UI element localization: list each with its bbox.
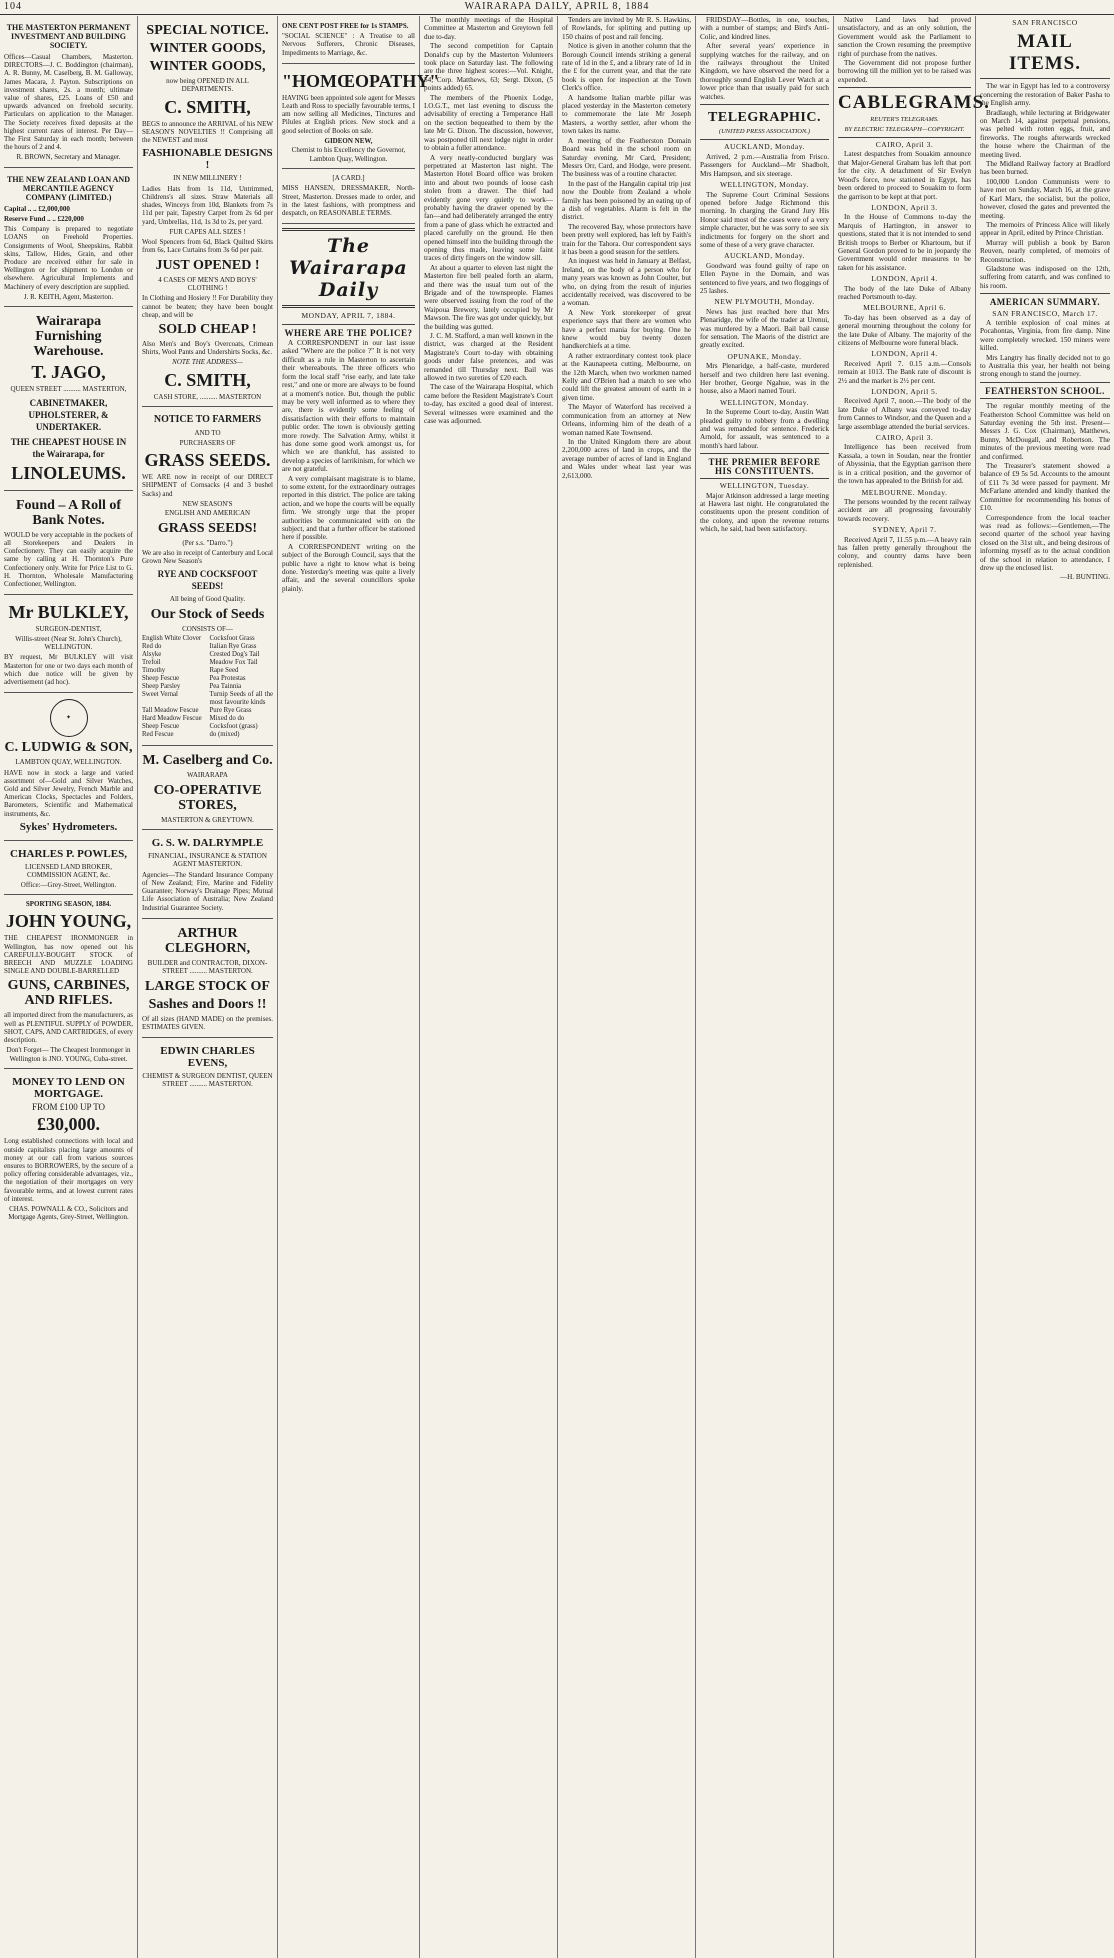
telegraphic-sub: (UNITED PRESS ASSOCIATION.) bbox=[718, 128, 811, 136]
cablegrams-title: CABLEGRAMS. bbox=[838, 92, 990, 114]
news-paragraph: Goodward was found guilty of rape on Ellen Payne in the Domain, and was sentenced to five years, and two floggings of 25 lashes. bbox=[700, 261, 829, 295]
seed-item: Mixed do do bbox=[209, 715, 245, 723]
news-paragraph: A handsome Italian marble pillar was placed yesterday in the Masterton cemetery to commemorate the late Mr Joseph Masters, a worthy settler, after whom the town takes its name. bbox=[562, 93, 691, 136]
powles-office: Office:—Grey-Street, Wellington. bbox=[20, 880, 117, 889]
dalrymple-name: G. S. W. DALRYMPLE bbox=[151, 836, 264, 849]
news-paragraph: The monthly meetings of the Hospital Committee at Masterton and Greytown fell due to-day. bbox=[424, 16, 553, 41]
premier-title: THE PREMIER BEFORE HIS CONSTITUENTS. bbox=[708, 457, 821, 476]
telegraphic-title: TELEGRAPHIC. bbox=[708, 110, 821, 126]
guns: GUNS, CARBINES, AND RIFLES. bbox=[7, 978, 130, 1009]
dateline: OPUNAKE, Monday. bbox=[727, 351, 802, 361]
smith-name-2: C. SMITH, bbox=[164, 369, 251, 390]
dateline: MELBOURNE. Monday. bbox=[861, 487, 948, 497]
jago-ad bbox=[4, 307, 133, 490]
seed-item: Sheep Fescue bbox=[142, 723, 180, 731]
news-paragraph: Notice is given in another column that the Borough Council intends striking a general rate of 1d in the £, and a library rate of 1d in the £ for the current year, and that the rate book is open for inspection at the Town Clerk's office. bbox=[562, 42, 691, 93]
news-paragraph: The Midland Railway factory at Bradford has been burned. bbox=[980, 160, 1110, 177]
dateline: MELBOURNE, April 6. bbox=[863, 303, 946, 313]
column-7 bbox=[834, 16, 990, 1958]
found-ad bbox=[4, 491, 133, 595]
column-3 bbox=[278, 16, 440, 1958]
column-6 bbox=[696, 16, 834, 1958]
social-body: "SOCIAL SCIENCE" : A Treatise to all Nervous Sufferers, Chronic Diseases, Impediments to Marriage, &c. bbox=[282, 32, 415, 57]
coop: CO-OPERATIVE STORES, bbox=[153, 782, 262, 813]
caselberg-ad bbox=[142, 746, 273, 830]
ad-body: Wool Spencers from 6d, Black Quilted Skirts from 6s, Lace Curtains from 3s 6d per pair. bbox=[142, 238, 273, 255]
seed-item: Cocksfoot (grass) bbox=[209, 723, 258, 731]
young-dont: Don't Forget— The Cheapest Ironmonger in Wellington is JNO. YOUNG, Cuba-street. bbox=[6, 1046, 131, 1063]
loan-agency-ad bbox=[4, 168, 133, 307]
crest-icon: ✦ bbox=[50, 699, 88, 737]
news-paragraph: Intelligence has been received from Kassala, a town in Soudan, near the frontier of Abyssinia, that the Egyptian garrison there is in a critical position, and the governor of the town has appealed to the British for aid. bbox=[838, 443, 971, 486]
news-paragraph: To-day has been observed as a day of general mourning throughout the colony for the late Duke of Albany. The majority of the citizens of Melbourne wore funeral black. bbox=[838, 313, 971, 347]
news-paragraph: The memoirs of Princess Alice will likely appear in April, edited by Prince Christian. bbox=[980, 220, 1110, 238]
news-paragraph: In the Supreme Court to-day, Austin Watt pleaded guilty to robbery from a dwelling and was remanded for sentence. Frederick Arnold, for assault, was sentenced to a month's hard labour. bbox=[700, 408, 829, 450]
dateline: SAN FRANCISCO, March 17. bbox=[992, 308, 1098, 318]
money-amount: £30,000. bbox=[37, 1114, 100, 1135]
powles-ad bbox=[4, 841, 133, 895]
seed-item: Sheep Fescue bbox=[142, 675, 180, 683]
jago-cheap: THE CHEAPEST HOUSE IN the Wairarapa, for bbox=[10, 436, 127, 459]
sporting: SPORTING SEASON, 1884. bbox=[25, 899, 112, 908]
ad-title: Found – A Roll of Bank Notes. bbox=[15, 497, 122, 528]
winter-goods: WINTER GOODS, bbox=[149, 41, 266, 56]
news-paragraph: 100,000 London Communists were to have met on Sunday, March 16, at the grave of Karl Marx, the socialist, but the police, however, closed the gates and prevented the meeting. bbox=[980, 177, 1110, 220]
column-5 bbox=[558, 16, 696, 1958]
ad-body: BY request, Mr BULKLEY will visit Masterton for one or two days each month of which due notice will be given by advertisement (ad hoc). bbox=[4, 653, 133, 686]
seed-item: Cocksfoot Grass bbox=[209, 635, 255, 643]
dateline: WELLINGTON, Monday. bbox=[719, 397, 810, 407]
ad-body: all imported direct from the manufacturers, as well as PLENTIFUL SUPPLY of POWDER, SHOT, CAPS, AND CARTRIDGES, of every description. bbox=[4, 1011, 133, 1045]
news-paragraph: After several years' experience in supplying watches for the railway, and on the railways throughout the United Kingdom, we have observed the need for a thoroughly sound English Lever Watch at a lower price than that usually paid for such watches. bbox=[700, 42, 829, 101]
seed-item: Italian Rye Grass bbox=[209, 643, 257, 651]
ad-body: Of all sizes (HAND MADE) on the premises. ESTIMATES GIVEN. bbox=[142, 1014, 273, 1031]
news-paragraph: Bradlaugh, while lecturing at Bridgewater on March 14, against perpetual pensions, was pelted with rotten eggs, fruit, and fireworks. The roughs afterwards wrecked the house where the Chairman of the meeting lived. bbox=[980, 108, 1110, 159]
young-name: JOHN YOUNG, bbox=[5, 911, 132, 932]
news-paragraph: In the United Kingdom there are about 2,200,000 acres of land in crops, and the average number of acres of land in England and Wales under wheat last year was 2,613,000. bbox=[562, 437, 691, 480]
ad-sign: J. R. KEITH, Agent, Masterton. bbox=[23, 292, 114, 301]
consists: CONSISTS OF— bbox=[182, 624, 233, 633]
powles-name: CHARLES P. POWLES, bbox=[10, 847, 127, 860]
winter-goods: WINTER GOODS, bbox=[149, 59, 266, 74]
column-4 bbox=[420, 16, 558, 1958]
all-good: All being of Good Quality. bbox=[169, 595, 246, 604]
dateline: CAIRO, April 3. bbox=[875, 140, 934, 150]
social-ad bbox=[282, 16, 415, 64]
new-season: NEW SEASON'S bbox=[182, 499, 233, 508]
large-stock: LARGE STOCK OF bbox=[145, 978, 270, 994]
dateline: LONDON, April 5. bbox=[871, 387, 938, 397]
editorial-text: A CORRESPONDENT in our last issue asked "Where are the police ?" It is not very difficult as a rule in Masterton to ascertain their whereabouts. The three officers who form the local staff "rise early, and late take rest," and one or more are always to be found at a moment's notice. But, though the public may be very well informed as to where they are, there is evidently some feeling of dissatisfaction with their efforts to maintain public order. The town is obviously getting more rowdy. The Salvation Army, whilst it has done some good work amongst us, for which we are thankful, has assisted to develop a species of larrikinism, for which we are not grateful. bbox=[282, 339, 415, 474]
seed-item: Pea Tainnia bbox=[209, 683, 242, 691]
column-1 bbox=[0, 16, 138, 1958]
news-paragraph: The Treasurer's statement showed a balance of £9 5s 5d. Accounts to the amount of £11 7s 3d were passed for payment. Mr McFarlane attended and kindly thanked the Committee for recommending his bonus of £10. bbox=[980, 462, 1110, 513]
money-ad bbox=[4, 1069, 133, 1227]
cleghorn-ad bbox=[142, 919, 273, 1038]
news-paragraph: Tenders are invited by Mr R. S. Hawkins, of Rowlands, for splitting and putting up 150 chains of post and rail fencing. bbox=[562, 16, 691, 41]
seed-item: English White Clover bbox=[142, 635, 202, 643]
bulkley-name: Mr BULKLEY, bbox=[8, 602, 129, 623]
editorial-text: A very complaisant magistrate is to blame, to some extent, for the extraordinary outrages reported in this district. The police are taking action, and we hope the courts will be equally firm. We strongly urge that the proper authorities be communicated with on the subject, and that a further officer be stationed here if possible. bbox=[282, 474, 415, 542]
evens-ad bbox=[142, 1038, 273, 1094]
ad-body: WOULD be very acceptable in the pockets of all Storekeepers and Dealers in Confectionery. They can easily acquire the same by calling at H. Thornton's Pure Confectionery only. Write for Price List to G. H. Thornton, Wholesale Manufacturing Confectioner, Wellington. bbox=[4, 530, 133, 588]
homeo-title: "HOMŒOPATHY" bbox=[282, 70, 440, 91]
news-paragraph: At about a quarter to eleven last night the Masterton fire bell pealed forth an alarm, and there was the usual turn out of the Brigade and of the townspeople. Flames were observed issuing from the roof of the Waipoua Brewery, lately occupied by Mr Mawson. The fire was got under quickly, but the building was gutted. bbox=[424, 263, 553, 331]
news-paragraph: The Government did not propose further borrowing till the million yet to be raised was expended. bbox=[838, 59, 971, 84]
editorial-text: A CORRESPONDENT writing on the subject of the Borough Council, says that the public have a right to know what is being done. Yesterday's meeting was quite a lively affair, and the several councillors spoke plainly. bbox=[282, 542, 415, 593]
dateline: SAN FRANCISCO bbox=[1012, 18, 1078, 27]
news-paragraph: Arrived, 2 p.m.—Australia from Frisco. Passengers for Auckland—Mr Shadbolt, Mrs Hampson, and six steerage. bbox=[700, 152, 829, 178]
fur: FUR CAPES ALL SIZES ! bbox=[169, 227, 246, 236]
homeo-ad bbox=[282, 64, 440, 169]
smith-name: C. SMITH, bbox=[164, 96, 251, 117]
ad-body: Also Men's and Boy's Overcoats, Crimean Shirts, Wool Pants and Undershirts Socks, &c. bbox=[142, 340, 273, 357]
bulkley-ad bbox=[4, 595, 133, 693]
seed-item: Trefoil bbox=[142, 659, 161, 667]
sashes: Sashes and Doors !! bbox=[148, 996, 267, 1012]
millinery: IN NEW MILLINERY ! bbox=[173, 174, 242, 183]
stock-title: Our Stock of Seeds bbox=[150, 606, 265, 622]
evens-sub: CHEMIST & SURGEON DENTIST, QUEEN STREET .......... MASTERTON. bbox=[142, 1072, 273, 1089]
seed-item: Alsyke bbox=[142, 651, 162, 659]
ad-body: HAVING been appointed sole agent for Messrs Leath and Ross to specially favourable terms, I am now selling all Medicines, Tinctures and Pilules at English prices. New stock and a good selection of Books on sale. bbox=[282, 93, 415, 135]
news-paragraph: Received April 7, 11.55 p.m.—A heavy rain has fallen pretty generally throughout the colony, and country dams have been replenished. bbox=[838, 535, 971, 569]
ad-body: This Company is prepared to negotiate LOANS on Freehold Properties. Consignments of Wool, Sheepskins, Rabbit skins, Tallow, Hides, Grain, and other Produce are received either for sale in Wellington or for shipment to London or elsewhere. Agricultural Implements and Machinery of every description are supplied. bbox=[4, 225, 133, 291]
news-paragraph: In the past of the Hangalin capital trip just now the Double from Zealand a whole family has been poisoned by an eating up of a dish of vegetables. Alarm is felt in the district. bbox=[562, 179, 691, 222]
young-ad bbox=[4, 895, 133, 1069]
news-paragraph: The members of the Phoenix Lodge, I.O.G.T., met last evening to discuss the advisability of erecting a Temperance Hall on the section bequeathed to them by the late Mr G. Dixon. The discussion, however, was postponed till next lodge night in order to obtain a fuller attendance. bbox=[424, 93, 553, 153]
news-paragraph: The war in Egypt has led to a controversy concerning the restoration of Baker Pasha to the English army. bbox=[980, 82, 1110, 108]
seed-item: Crested Dog's Tail bbox=[209, 651, 260, 659]
ad-body: MISS HANSEN, DRESSMAKER, North-Street, Masterton. Dresses made to order, and in the latest fashions, with promptness and despatch, on REASONABLE TERMS. bbox=[282, 184, 415, 218]
grass-seeds-2: GRASS SEEDS! bbox=[157, 520, 258, 536]
seed-item: Rape Seed bbox=[209, 667, 239, 675]
cablegrams-sub2: BY ELECTRIC TELEGRAPH—COPYRIGHT. bbox=[844, 125, 965, 133]
cleghorn-name: ARTHUR CLEGHORN, bbox=[164, 925, 251, 956]
column-8 bbox=[976, 16, 1114, 1958]
seed-item: Red do bbox=[142, 643, 162, 651]
news-paragraph: The regular monthly meeting of the Featherston School Committee was held on Saturday evening the 5th inst. Present—Messrs J. G. Cox (Chairman), Matthews, Bunny, McDougall, and Robertson. The minutes of the previous meeting were read and confirmed. bbox=[980, 402, 1110, 461]
american-summary-title: AMERICAN SUMMARY. bbox=[989, 297, 1101, 308]
seed-item: Sheep Parsley bbox=[142, 683, 181, 691]
cases: 4 CASES OF MEN'S AND BOYS' CLOTHING ! bbox=[158, 275, 257, 293]
ad-body: BEGS to announce the ARRIVAL of his NEW SEASON'S NOVELTIES !! Comprising all the NEWEST and most bbox=[142, 119, 273, 145]
ad-body: HAVE now in stock a large and varied assortment of—Gold and Silver Watches, Gold and Silver Jewelry, French Marble and American Clocks, Spectacles and Folders, Barometers, Scientific and Mathematical instruments, &c. bbox=[4, 768, 133, 818]
money-title: MONEY TO LEND ON MORTGAGE. bbox=[12, 1076, 125, 1101]
rye: RYE AND COCKSFOOT SEEDS! bbox=[157, 569, 258, 592]
caselberg-name: M. Caselberg and Co. bbox=[142, 753, 273, 769]
paper-date: MONDAY, APRIL 7, 1884. bbox=[301, 311, 396, 321]
news-paragraph: A meeting of the Featherston Domain Board was held in the school room on Saturday evening. Mr Card, President; Messrs Orr, Card, and Hodge, were present. The business was of a routine character. bbox=[562, 136, 691, 179]
hydrometers: Sykes' Hydrometers. bbox=[19, 820, 118, 833]
news-paragraph: Received April 7. 0.15 a.m.—Consols remain at 1013. The Bank rate of discount is 2½ and the market is 2½ per cent. bbox=[838, 359, 971, 385]
news-paragraph: The body of the late Duke of Albany reached Portsmouth to-day. bbox=[838, 284, 971, 301]
ad-sign: CHAS. POWNALL & CO., Solicitors and Mortgage Agents, Grey-Street, Wellington. bbox=[8, 1205, 129, 1222]
hansen-ad bbox=[282, 169, 415, 224]
jago-name: T. JAGO, bbox=[31, 362, 106, 383]
card: [A CARD.] bbox=[332, 174, 365, 183]
seed-item: Hard Meadow Fescue bbox=[142, 715, 202, 723]
news-paragraph: A rather extraordinary contest took place at the Kaunapeeta cutting, Melbourne, on the 12th March, when two workmen named Kelly and O'Brien had a match to see who could lift the greatest amount of earth in a given time. bbox=[562, 351, 691, 402]
reserve-line: Reserve Fund .. .. £220,000 bbox=[4, 215, 84, 224]
dateline: CAIRO, April 3. bbox=[875, 433, 934, 443]
news-paragraph: A very neatly-conducted burglary was perpetrated at Masterton last night. The Masterton Hotel Board office was broken into and about two pounds of loose cash stolen from a drawer. The thief had evidently gone very quietly to work—probably having the drawer opened by the fan—and had deliberately arranged the entry from a pane of glass which he extracted and placed carefully on the ground. He then opened himself into the building through the opening thus made, leaving some faint traces of dirty fingers on the window sill. bbox=[424, 153, 553, 263]
bulkley-addr: Willis-street (Near St. John's Church), WELLINGTON. bbox=[15, 634, 122, 651]
seed-list bbox=[142, 635, 273, 739]
news-paragraph: A New York storekeeper of great experience says that there are women who have a perfect mania for buying. One he knew would buy twenty dozen handkerchiefs at a time. bbox=[562, 308, 691, 351]
news-paragraph: The Mayor of Waterford has received a communication from an attorney at New Orleans, informing him of the death of a woman named Kate Townsend. bbox=[562, 403, 691, 437]
money-from: FROM £100 UP TO bbox=[31, 1102, 106, 1113]
farmers: NOTICE TO FARMERS bbox=[153, 414, 262, 426]
smith-ad bbox=[142, 16, 273, 407]
ad-body: Offices—Casual Chambers, Masterton. DIRECTORS—J. C. Boddington (chairman), A. R. Bunny, M. Caselberg, B. M. Galloway, James Macara, J. Payton. Subscriptions on investment shares, 2s. a month; ultimate value of shares, £25. Loans of £50 and upwards advanced on freehold security. Particulars on application to the Manager. The Society receives fixed deposits at the highest current rates of interest. Per Day—The First Saturday in each month; between the hours of 2 and 4. bbox=[4, 53, 133, 152]
dalrymple-sub: FINANCIAL, INSURANCE & STATION AGENT MASTERTON. bbox=[148, 851, 267, 869]
linoleums: LINOLEUMS. bbox=[11, 462, 126, 483]
news-paragraph: A terrible explosion of coal mines at Pocahontas, Virginia, from fire damp. Nine were completely wrecked. 150 miners were killed. bbox=[980, 318, 1110, 353]
news-paragraph: Correspondence from the local teacher was read as follows:—Gentlemen,—The second quarter of the school year having closed on the 31st ult., and being desirous of informing myself as to the actual condition of the school in relation to attendance, I drew up the enclosed list. bbox=[980, 513, 1110, 572]
news-paragraph: The second competition for Captain Donald's cup by the Masterton Volunteers took place on Saturday last. The following are the three highest scores:—Vol. Knight, 54; Corp. Matthews, 63; Sergt. Dixon, (5 points added) 65. bbox=[424, 42, 553, 93]
ludwig-name: C. LUDWIG & SON, bbox=[4, 740, 133, 756]
news-paragraph: Received April 7, noon.—The body of the late Duke of Albany was conveyed to-day from Cannes to Windsor, and the Queen and a large assemblage attended the burial services. bbox=[838, 397, 971, 431]
ad-body: Agencies—The Standard Insurance Company of New Zealand; Fire, Marine and Fidelity Guarantee; Norway's Drainage Pipes; Mutual Life Association of Australia; New Zealand Industrial Guarantee Society. bbox=[142, 870, 273, 912]
news-paragraph: An inquest was held in January at Belfast, Ireland, on the body of a person who for many years was known as John Coulter, but who, on dying from the result of injuries accidentally received, was discovered to be a woman. bbox=[562, 257, 691, 308]
jago-trade: CABINETMAKER, UPHOLSTERER, & UNDERTAKER. bbox=[28, 397, 109, 432]
caselberg-sub: WAIRARAPA bbox=[187, 771, 228, 780]
ad-title: THE MASTERTON PERMANENT INVESTMENT AND BUILDING SOCIETY. bbox=[6, 23, 131, 50]
dateline: AUCKLAND, Monday. bbox=[724, 251, 805, 261]
dateline: WELLINGTON, Tuesday. bbox=[719, 481, 810, 491]
ludwig-addr: LAMBTON QUAY, WELLINGTON. bbox=[15, 758, 122, 767]
jago-address: QUEEN STREET .......... MASTERTON, bbox=[10, 385, 127, 394]
masthead-title: WAIRARAPA DAILY, APRIL 8, 1884 bbox=[464, 1, 650, 12]
ad-body: Long established connections with local and outside capitalists placing large amounts of money at our call from various sources ensures to BORROWERS, by the secure of a policy offering considerable advantages, viz., the negotiation of their mortgages on very favourable terms, and at lowest current rates of interest. bbox=[4, 1137, 133, 1203]
grass-seeds: GRASS SEEDS. bbox=[144, 450, 271, 471]
paper-title: The Wairarapa Daily bbox=[289, 235, 408, 302]
columns bbox=[0, 16, 1114, 1958]
dateline: LONDON, April 4. bbox=[871, 274, 938, 284]
mail-items-title: MAIL ITEMS. bbox=[1009, 31, 1081, 75]
ad-body: Ladies Hats from 1s 11d, Untrimmed, Childrens's all sizes. Straw Materials all shades, Winceys from 10d, Blankets from 7s 11d per pair, Tapestry Carpet from 2s 6d per yard, Umbrellas, 11d, 1s 3d to 2s, per yard. bbox=[142, 184, 273, 226]
sign: —H. BUNTING. bbox=[1059, 573, 1110, 582]
ad-body: THE CHEAPEST IRONMONGER in Wellington, has now opened out his CAREFULLY-BOUGHT STOCK of BREECH AND MUZZLE LOADING SINGLE AND DOUBLE-BARRELLED bbox=[4, 934, 133, 976]
and-to: AND TO bbox=[194, 429, 221, 438]
dateline: LONDON, April 4. bbox=[871, 349, 938, 359]
seed-item: Turnip Seeds of all the most favourite kinds bbox=[209, 691, 273, 707]
ad-body: WE ARE now in receipt of our DIRECT SHIPMENT of Cornsacks (4 and 3 bushel Sacks) and bbox=[142, 473, 273, 498]
evens-name: EDWIN CHARLES EVENS, bbox=[160, 1045, 255, 1070]
news-paragraph: The recovered Bay, whose protectors have been pretty well explored, has left by Faith's train for the Tahora. Our correspondent says it has been a good season for the settlers. bbox=[562, 222, 691, 256]
news-paragraph: In the House of Commons to-day the Marquis of Hartington, in answer to questions, stated that it is not intended to send British troops to Berber or Khartoum, but if General Gordon proved to be in jeopardy the Government would order measures to be taken for his assistance. bbox=[838, 213, 971, 272]
dateline: SYDNEY, April 7. bbox=[872, 525, 937, 535]
dateline: LONDON, April 3. bbox=[871, 202, 938, 212]
english: ENGLISH AND AMERICAN bbox=[164, 509, 251, 518]
editorial-title: WHERE ARE THE POLICE? bbox=[284, 327, 413, 338]
news-paragraph: Mrs Plenaridge, a half-caste, murdered herself and two children here last evening. Her brother, George Ngahue, was in the house, also a Maori named Touri. bbox=[700, 362, 829, 396]
seed-item: Timothy bbox=[142, 667, 166, 675]
seed-item: Red Fescue bbox=[142, 731, 174, 739]
building-society-ad bbox=[4, 16, 133, 168]
ludwig-ad bbox=[4, 693, 133, 841]
purchasers: PURCHASERS OF bbox=[179, 438, 236, 447]
news-paragraph: J. C. M. Stafford, a man well known in the district, was charged at the Resident Magistrate's Court to-day with obtaining goods under false pretences, and was remanded till Thursday next. Bail was allowed in two sureties of £20 each. bbox=[424, 332, 553, 383]
just-opened: JUST OPENED ! bbox=[155, 257, 260, 273]
seed-item: Pea Protestas bbox=[209, 675, 246, 683]
sold-cheap: SOLD CHEAP ! bbox=[158, 322, 257, 338]
news-paragraph: Native Land laws had proved unsatisfactory, and as an only solution, the Government would ask the Parliament to sanction the Crown resuming the preemptive right of purchase from the natives. bbox=[838, 16, 971, 58]
capital-line: Capital .. .. £2,000,000 bbox=[4, 204, 70, 213]
news-paragraph: News has just reached here that Mrs Plenaridge, the wife of the trader at Urenui, was murdered by a Maori. Bail bail cause for sensation. The Maoris of the district are greatly excited. bbox=[700, 307, 829, 350]
gideon: GIDEON NEW, bbox=[324, 136, 373, 145]
masthead bbox=[0, 0, 1114, 15]
smith-addr: CASH STORE, .......... MASTERTON bbox=[153, 392, 262, 401]
column-2 bbox=[138, 16, 278, 1958]
ad-title: Wairarapa Furnishing Warehouse. bbox=[33, 314, 104, 360]
bulkley-sub: SURGEON-DENTIST, bbox=[35, 625, 102, 634]
dunedin: (Per s.s. "Darro.") bbox=[182, 538, 233, 547]
ad-body: In Clothing and Hosiery !! For Durability they cannot be beaten; they have been bought cheap, and will be bbox=[142, 294, 273, 319]
ad-title: THE NEW ZEALAND LOAN AND MERCANTILE AGENCY COMPANY (LIMITED.) bbox=[7, 174, 130, 202]
opened: now being OPENED IN ALL DEPARTMENTS. bbox=[166, 77, 249, 94]
cent-line: ONE CENT POST FREE for 1s STAMPS. bbox=[282, 22, 409, 30]
ad-body: We are also in receipt of Canterbury and Local Grown New Season's bbox=[142, 548, 273, 566]
news-paragraph: The persons wounded by the recent railway accident are all progressing favourably towards recovery. bbox=[838, 497, 971, 523]
seed-item: Sweet Vernal bbox=[142, 691, 178, 699]
powles-sub: LICENSED LAND BROKER, COMMISSION AGENT, &c. bbox=[25, 862, 112, 880]
cleghorn-sub: BUILDER and CONTRACTOR, DIXON-STREET .......... MASTERTON. bbox=[147, 958, 268, 976]
page-number: 104 bbox=[4, 1, 22, 12]
news-paragraph: Mrs Langtry has finally decided not to go to Australia this year, her health not being strong enough to stand the journey. bbox=[980, 353, 1110, 379]
gideon-sub: Chemist to his Excellency the Governor, Lambton Quay, Wellington. bbox=[291, 146, 406, 163]
featherston-title: FEATHERSTON SCHOOL. bbox=[985, 385, 1105, 396]
seed-item: Meadow Fox Tail bbox=[209, 659, 258, 667]
news-paragraph: Murray will publish a book by Baron Reuven, nearly completed, of memoirs of Reconstruction. bbox=[980, 238, 1110, 264]
news-paragraph: FRIDSDAY—Bottles, in one, touches, with a number of stamps; and Bird's Anti-Colic, and kindred lines. bbox=[700, 16, 829, 41]
news-paragraph: The Supreme Court Criminal Sessions opened before Judge Richmond this morning. In charging the Grand Jury His Honor said most of the cases were of a very simple character, but he was sorry to see six indictments for forgery on the short and some of these of a very grave character. bbox=[700, 190, 829, 249]
note: NOTE THE ADDRESS— bbox=[172, 358, 243, 367]
seed-item: do (mixed) bbox=[209, 731, 240, 739]
seeds-ad bbox=[142, 407, 273, 746]
news-paragraph: Major Atkinson addressed a large meeting at Hawera last night. He congratulated the constituents upon the present condition of the colony, and upon the revenue returns which, he said, had been satisfactory. bbox=[700, 491, 829, 534]
notice-title: SPECIAL NOTICE. bbox=[146, 23, 269, 38]
news-paragraph: Gladstone was indisposed on the 12th, suffering from catarrh, and was confined to his room. bbox=[980, 264, 1110, 290]
ad-sign: R. BROWN, Secretary and Manager. bbox=[16, 153, 121, 162]
dateline: NEW PLYMOUTH, Monday. bbox=[714, 297, 815, 307]
seed-item: Pure Rye Grass bbox=[209, 707, 252, 715]
seed-item: Tall Meadow Fescue bbox=[142, 707, 199, 715]
cablegrams-sub: REUTER'S TELEGRAMS. bbox=[870, 116, 939, 124]
dalrymple-ad bbox=[142, 830, 273, 919]
news-paragraph: The case of the Wairarapa Hospital, which came before the Resident Magistrate's Court to-day, has excited a good deal of interest. Several witnesses were examined and the case was adjourned. bbox=[424, 383, 553, 426]
fashion: FASHIONABLE DESIGNS ! bbox=[142, 147, 273, 172]
coop-addr: MASTERTON & GREYTOWN. bbox=[161, 815, 254, 824]
dateline: AUCKLAND, Monday. bbox=[724, 142, 805, 152]
dateline: WELLINGTON, Monday. bbox=[719, 180, 810, 190]
news-paragraph: Latest despatches from Souakim announce that Major-General Graham has left that port for the city. A detachment of Sir Evelyn Wood's force, now stationed in Egypt, has been ordered to proceed to Souakim to form the garrison to be kept at that port. bbox=[838, 150, 971, 201]
